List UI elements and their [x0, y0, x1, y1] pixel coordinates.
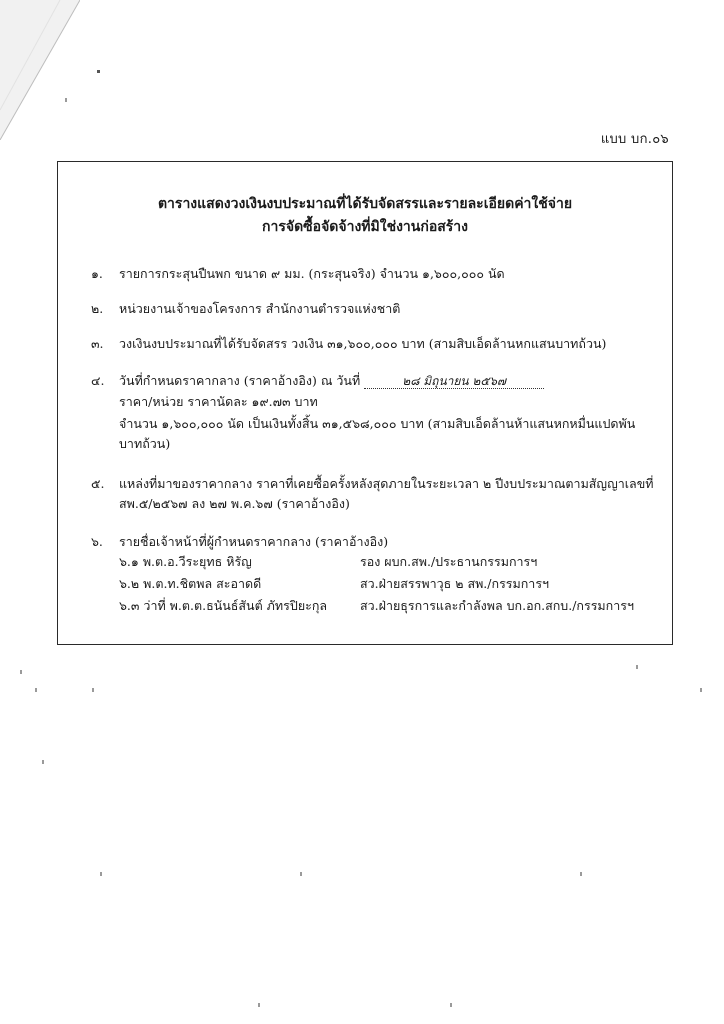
scan-speck [636, 665, 638, 669]
item-6-text: รายชื่อเจ้าหน้าที่ผู้กำหนดราคากลาง (ราคาอ้างอิง) [119, 534, 389, 549]
item-2 [91, 299, 400, 319]
item-5 [91, 474, 653, 494]
item-4-price: ราคา/หน่วย ราคานัดละ ๑๙.๗๓ บาท [119, 394, 318, 409]
item-4 [91, 371, 544, 391]
committee-member-name: ๖.๒ พ.ต.ท.ชิตพล สะอาดดี [119, 576, 262, 591]
document-subtitle: การจัดซื้อจัดจ้างที่มิใช่งานก่อสร้าง [262, 219, 468, 235]
scan-speck [92, 688, 94, 692]
item-1 [91, 264, 505, 284]
scan-speck [65, 98, 67, 102]
item-5-text: แหล่งที่มาของราคากลาง ราคาที่เคยซื้อครั้งหลังสุดภายในระยะเวลา ๒ ปีงบประมาณตามสัญญาเลขที่ [119, 476, 654, 491]
item-4-number: ๔. [91, 373, 105, 388]
item-6-number: ๖. [91, 534, 103, 549]
committee-member-role: สว.ฝ่ายธุรการและกำลังพล บก.อก.สกบ./กรรมการฯ [360, 598, 634, 613]
committee-member-role: รอง ผบก.สพ./ประธานกรรมการฯ [360, 554, 538, 569]
committee-member-role: สว.ฝ่ายสรรพาวุธ ๒ สพ./กรรมการฯ [360, 576, 550, 591]
scan-speck [580, 872, 582, 876]
item-2-text: หน่วยงานเจ้าของโครงการ สำนักงานตำรวจแห่งชาติ [119, 301, 401, 316]
item-4-total-line1: จำนวน ๑,๖๐๐,๐๐๐ นัด เป็นเงินทั้งสิ้น ๓๑,๕๖๘,๐๐๐ บาท (สามสิบเอ็ดล้านห้าแสนหกหมื่นแปดพัน [119, 416, 636, 431]
committee-member-name: ๖.๓ ว่าที่ พ.ต.ต.ธนันธ์สันต์ ภัทรปิยะกุล [119, 598, 328, 613]
scan-speck [700, 688, 702, 692]
scan-speck [100, 872, 102, 876]
item-4-text: วันที่กำหนดราคากลาง (ราคาอ้างอิง) ณ วันที่ [119, 373, 361, 388]
scan-speck [35, 688, 37, 692]
scan-speck [97, 70, 100, 73]
scan-speck [450, 1003, 452, 1007]
item-2-number: ๒. [91, 301, 104, 316]
item-4-total-line2: บาทถ้วน) [119, 436, 171, 451]
scan-speck [300, 872, 302, 876]
item-5-number: ๕. [91, 476, 105, 491]
form-code: แบบ บก.๐๖ [600, 132, 669, 147]
item-3-number: ๓. [91, 336, 104, 351]
document-title: ตารางแสดงวงเงินงบประมาณที่ได้รับจัดสรรและรายละเอียดค่าใช้จ่าย [157, 196, 573, 212]
scan-speck [20, 670, 22, 674]
item-5-line2: สพ.๕/๒๕๖๗ ลง ๒๗ พ.ค.๖๗ (ราคาอ้างอิง) [119, 496, 350, 511]
item-1-text: รายการกระสุนปืนพก ขนาด ๙ มม. (กระสุนจริง) จำนวน ๑,๖๐๐,๐๐๐ นัด [119, 266, 505, 281]
document-frame [57, 161, 673, 645]
scan-corner-shadow [0, 0, 80, 140]
item-1-number: ๑. [91, 266, 103, 281]
item-6 [91, 532, 388, 552]
item-3 [91, 334, 606, 354]
date-fill-handwritten: ๒๘ มิถุนายน ๒๕๖๗ [364, 375, 544, 389]
committee-member-name: ๖.๑ พ.ต.อ.วีระยุทธ หิรัญ [119, 554, 252, 569]
scan-speck [258, 1003, 260, 1007]
scan-speck [42, 760, 44, 764]
item-3-text: วงเงินงบประมาณที่ได้รับจัดสรร วงเงิน ๓๑,๖๐๐,๐๐๐ บาท (สามสิบเอ็ดล้านหกแสนบาทถ้วน) [119, 336, 607, 351]
